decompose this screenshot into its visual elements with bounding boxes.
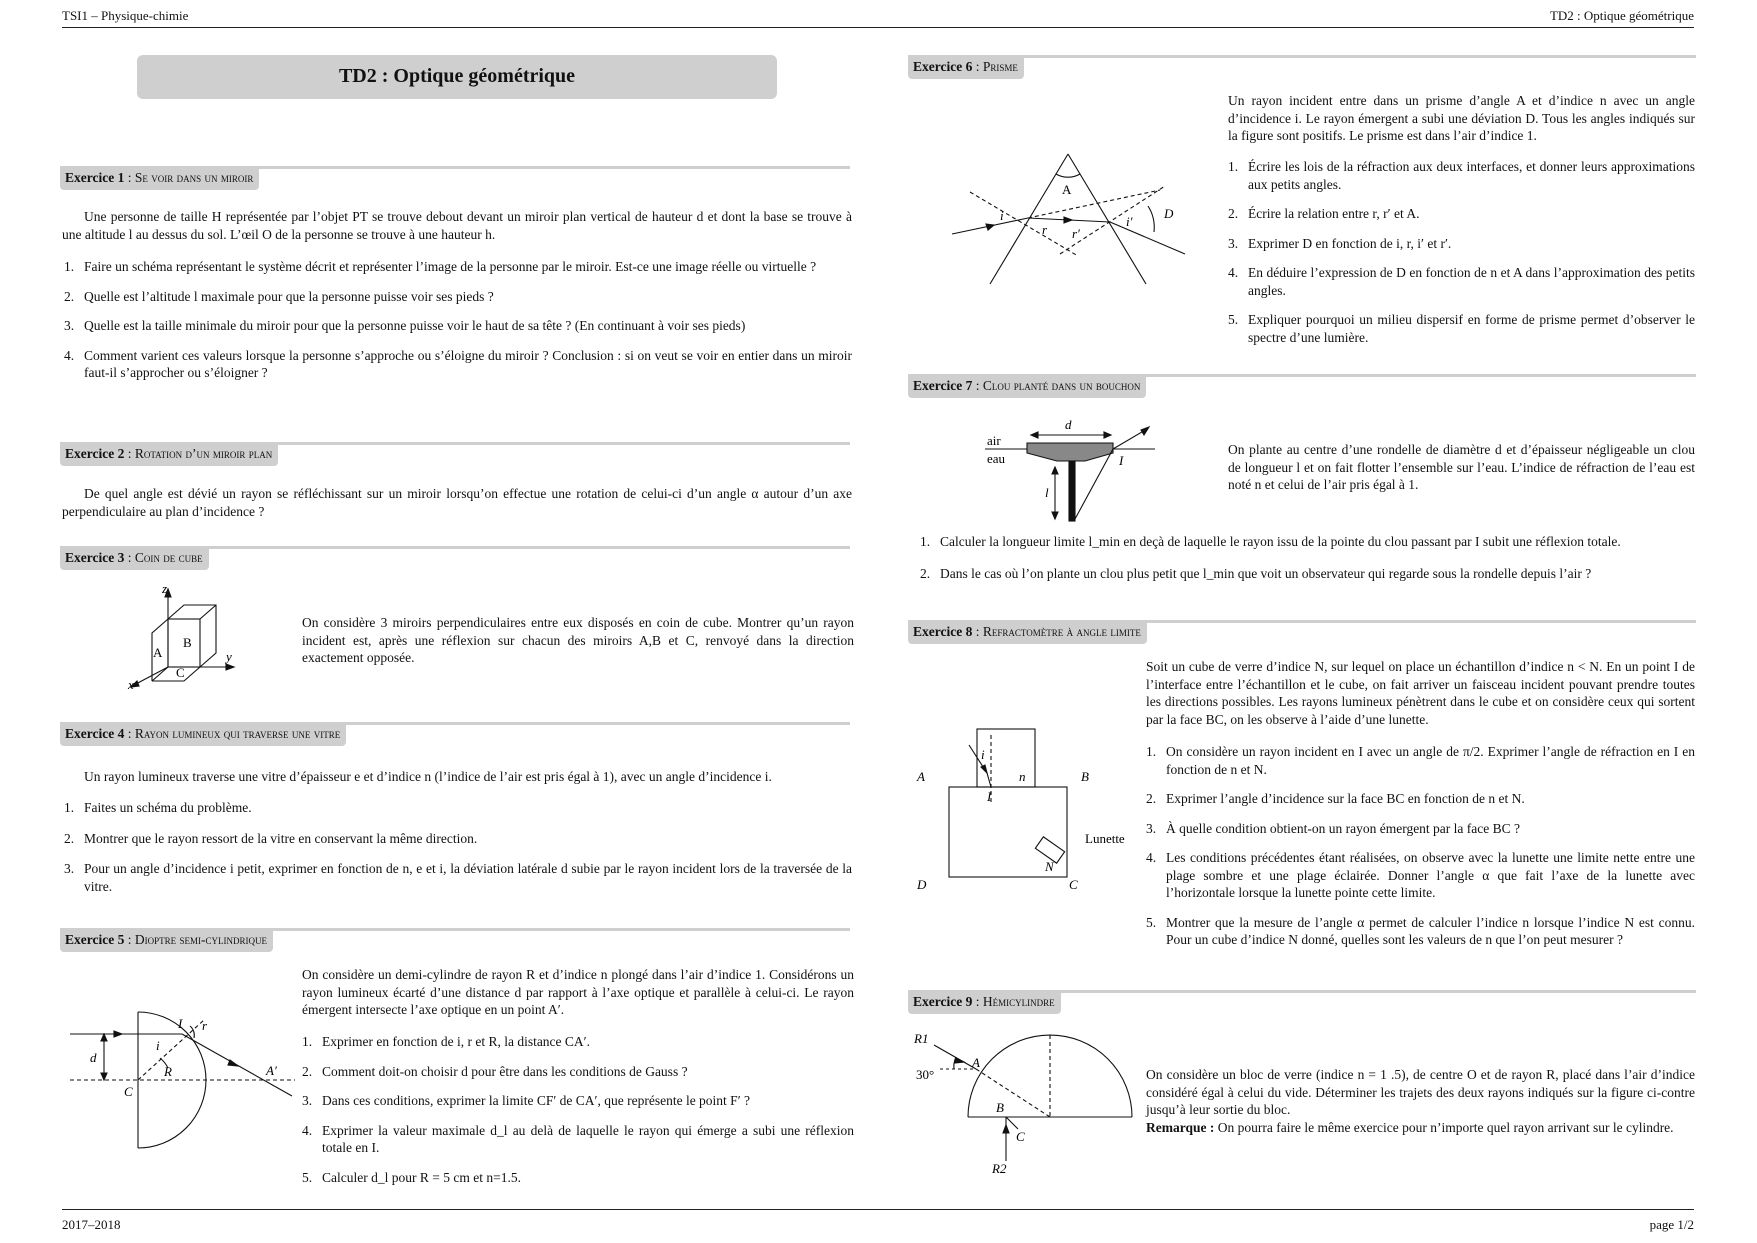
ex1-name: Se voir dans un miroir [134, 170, 254, 185]
fig-B: B [183, 635, 192, 650]
ex6-intro: Un rayon incident entre dans un prisme d’angle A et d’indice n avec un angle d’incidence i. Le rayon émergent a subi une déviation D. Tous les angles indiqués sur la figure sont positifs. Le prisme est dans l’air d’indice 1. [1228, 93, 1695, 143]
ex6-name: Prisme [982, 59, 1018, 74]
fig-B: B [996, 1100, 1004, 1115]
ex7-intro: On plante au centre d’une rondelle de diamètre d et d’épaisseur négligeable un clou de longueur l et on fait flotter l’ensemble sur l’eau. L’indice de réfraction de l’eau est noté n et celui de l’air pris égal à 1. [1228, 442, 1695, 492]
ex6-prism-figure [950, 150, 1200, 290]
ex4-label: Exercice 4 [65, 726, 125, 741]
header-left: TSI1 – Physique-chimie [62, 8, 189, 23]
ex8-questions [1134, 743, 1695, 949]
list-item: 4. Comment varient ces valeurs lorsque la personne s’approche ou s’éloigne du miroir ? Conclusion : si on veut se voir en entier dans un miroir faut-il s’approcher ou s’éloigner ? [64, 347, 852, 380]
fig-B: B [1081, 769, 1089, 784]
list-item: 1. Écrire les lois de la réfraction aux deux interfaces, et donner leurs approximations aux petits angles. [1228, 159, 1695, 192]
ex2-heading: Exercice 2 : Rotation d’un miroir plan [60, 442, 850, 469]
fig-D: D [1164, 206, 1174, 221]
ex1-intro: Une personne de taille H représentée par l’objet PT se trouve debout devant un miroir plan vertical de hauteur d et dont la base se trouve à une altitude l au dessus du sol. L’œil O de la personne se trouve à une hauteur h. [62, 209, 852, 242]
fig-i: i [981, 747, 985, 762]
list-item: 3. Pour un angle d’incidence i petit, exprimer en fonction de n, e et i, la déviation latérale d subie par le rayon incident lors de la traversée de la vitre. [64, 861, 852, 894]
ex3-label: Exercice 3 [65, 550, 125, 565]
ex5-label: Exercice 5 [65, 932, 125, 947]
fig-r: r [1042, 222, 1048, 237]
ex9-remark-line [1146, 1119, 1695, 1137]
emergent-ray [1110, 222, 1185, 254]
ex8-refractometer-figure [915, 725, 1135, 900]
fig-R1: R1 [914, 1031, 929, 1046]
ex5-name: Dioptre semi-cylindrique [134, 932, 267, 947]
list-item: 1. Faites un schéma du problème. [64, 800, 252, 815]
fig-A: A [917, 769, 925, 784]
footer-left: 2017–2018 [62, 1217, 121, 1232]
fig-i: i [156, 1038, 160, 1053]
ex5-dioptre-figure [70, 1000, 300, 1180]
ex1-heading: Exercice 1 : Se voir dans un miroir [60, 166, 850, 193]
fig-I: I [987, 789, 992, 804]
ex7-name: Clou planté dans un bouchon [982, 378, 1141, 393]
ray-R1 [934, 1045, 976, 1069]
header-rule [62, 27, 1694, 28]
footer-right: page 1/2 [1649, 1217, 1694, 1232]
list-item: 2. Écrire la relation entre r, r′ et A. [1228, 206, 1420, 221]
fig-R2: R2 [992, 1161, 1007, 1176]
fig-x: x [128, 677, 134, 692]
footer-rule [62, 1209, 1694, 1210]
ex7-nail-figure [985, 415, 1165, 525]
fig-eau: eau [987, 451, 1006, 466]
list-item: 3. Exprimer D en fonction de i, r, i′ et r′. [1228, 235, 1452, 251]
fig-n: n [1019, 769, 1026, 784]
fig-z: z [162, 581, 168, 596]
fig-A: A [972, 1055, 980, 1070]
fig-i: i [1000, 208, 1004, 223]
ex3-intro: On considère 3 miroirs perpendiculaires entre eux disposés en coin de cube. Montrer qu’un rayon incident est, après une réflexion sur chacun des miroirs A,B et C, renvoyé dans la direction exactement opposée. [302, 615, 854, 665]
ex9-body [1146, 1066, 1695, 1136]
fig-i-prime: i′ [1126, 214, 1133, 229]
list-item: 1. On considère un rayon incident en I avec un angle de π/2. Exprimer l’angle de réfraction en I en fonction de n et N. [1146, 744, 1695, 777]
ex3-name: Coin de cube [134, 550, 203, 565]
ex7-questions [908, 533, 1695, 582]
ex8-intro: Soit un cube de verre d’indice N, sur lequel on place un échantillon d’indice n < N. En un point I de l’interface entre l’échantillon et le cube, on fait arriver un faisceau incident pouvant prendre toutes les directions possibles. Les rayons lumineux pénètrent dans le cube et on considère ceux qui sortent par la face BC, on les observe à l’aide d’une lunette. [1146, 659, 1695, 727]
fig-r-prime: r′ [1072, 226, 1080, 241]
list-item: 1. Calculer la longueur limite l_min en deçà de laquelle le rayon issu de la pointe du clou passant par I subit une réflexion totale. [920, 534, 1621, 549]
fig-D: D [917, 877, 927, 892]
ex6-questions [1216, 158, 1695, 346]
ex7-label: Exercice 7 [913, 378, 973, 393]
ex2-name: Rotation d’un miroir plan [134, 446, 273, 461]
list-item: 3. À quelle condition obtient-on un rayon émergent par la face BC ? [1146, 820, 1521, 836]
fig-d: d [1065, 417, 1072, 432]
fig-C: C [1069, 877, 1078, 892]
ex6-heading: Exercice 6 : Prisme [908, 55, 1696, 82]
list-item: 4. Les conditions précédentes étant réalisées, on observe avec la lunette une limite nette entre une plage sombre et une plage éclairée. Donner l’angle α que fait l’axe de la lunette avec l’horizontale lorsque la lunette pointe cette limite. [1146, 850, 1695, 900]
list-item: 5. Montrer que la mesure de l’angle α permet de calculer l’indice n lorsque l’indice N est connu. Pour un cube d’indice N donné, quelles sont les valeurs de n que l’on peut mesurer ? [1146, 914, 1695, 947]
fig-A: A [1062, 182, 1072, 197]
page-title: TD2 : Optique géométrique [137, 55, 777, 99]
ex2-intro: De quel angle est dévié un rayon se réfléchissant sur un miroir lorsqu’on effectue une rotation de celui-ci d’un angle α autour d’un axe perpendiculaire au plan d’incidence ? [62, 486, 852, 519]
ex4-name: Rayon lumineux qui traverse une vitre [134, 726, 341, 741]
ex4-questions [52, 799, 852, 895]
fig-C: C [124, 1084, 133, 1099]
list-item: 2. Montrer que le rayon ressort de la vitre en conservant la même direction. [64, 830, 478, 846]
ex1-label: Exercice 1 [65, 170, 125, 185]
ex9-remark-label: Remarque : [1146, 1119, 1215, 1135]
ex3-cube-figure [120, 581, 250, 695]
ex5-intro: On considère un demi-cylindre de rayon R et d’indice n plongé dans l’air d’indice 1. Considérons un rayon lumineux écarté d’une distance d par rapport à l’axe optique et parallèle à celui-ci. Le rayon émergent intersecte l’axe optique en un point A′. [302, 967, 854, 1017]
ex8-label: Exercice 8 [913, 624, 973, 639]
ex9-label: Exercice 9 [913, 994, 973, 1009]
ex8-heading: Exercice 8 : Refractomètre à angle limite [908, 620, 1696, 647]
ex9-heading: Exercice 9 : Hémicylindre [908, 990, 1696, 1017]
fig-C: C [1016, 1129, 1025, 1144]
cork-disc [1027, 443, 1113, 461]
ex7-heading: Exercice 7 : Clou planté dans un bouchon [908, 374, 1696, 401]
list-item: 1. Exprimer en fonction de i, r et R, la distance CA′. [302, 1034, 591, 1049]
list-item: 4. Exprimer la valeur maximale d_l au delà de laquelle le rayon qui émerge a subi une réflexion totale en I. [302, 1122, 854, 1155]
fig-angle: 30° [916, 1067, 935, 1082]
ex3-heading: Exercice 3 : Coin de cube [60, 546, 850, 573]
fig-N: N [1045, 859, 1054, 874]
fig-C: C [176, 665, 185, 680]
list-item: 2. Exprimer l’angle d’incidence sur la face BC en fonction de n et N. [1146, 791, 1525, 806]
fig-air: air [987, 433, 1001, 448]
ex5-heading: Exercice 5 : Dioptre semi-cylindrique [60, 928, 850, 955]
list-item: 3. Quelle est la taille minimale du miroir pour que la personne puisse voir le haut de sa tête ? (En continuant à voir ses pieds) [64, 318, 746, 333]
fig-l: l [1045, 485, 1049, 500]
ex6-label: Exercice 6 [913, 59, 973, 74]
ex2-label: Exercice 2 [65, 446, 125, 461]
ex4-heading: Exercice 4 : Rayon lumineux qui traverse une vitre [60, 722, 850, 749]
fig-lunette: Lunette [1085, 831, 1125, 846]
list-item: 4. En déduire l’expression de D en fonction de n et A dans l’approximation des petits angles. [1228, 265, 1695, 298]
ex5-questions [290, 1033, 854, 1186]
fig-r: r [202, 1018, 208, 1033]
ex8-name: Refractomètre à angle limite [982, 624, 1141, 639]
list-item: 2. Dans le cas où l’on plante un clou plus petit que l_min que voit un observateur qui regarde sous la rondelle depuis l’air ? [920, 565, 1592, 581]
list-item: 5. Calculer d_l pour R = 5 cm et n=1.5. [302, 1169, 521, 1185]
fig-I: I [178, 1016, 183, 1031]
fig-d: d [90, 1050, 97, 1065]
fig-R: R [164, 1064, 172, 1079]
ex9-intro: On considère un bloc de verre (indice n = 1 .5), de centre O et de rayon R, placé dans l’air d’indice considéré égal à celui du vide. Déterminer les trajets des deux rayons indiqués sur la figure ci-contre jusqu’à leur sortie du bloc. [1146, 1067, 1695, 1117]
list-item: 1. Faire un schéma représentant le système décrit et représenter l’image de la personne par le miroir. Est-ce une image réelle ou virtuelle ? [64, 259, 817, 274]
ex9-remark: On pourra faire le même exercice pour n’importe quel rayon arrivant sur le cylindre. [1217, 1119, 1674, 1135]
ex9-name: Hémicylindre [982, 994, 1055, 1009]
fig-A: A [153, 645, 163, 660]
ex1-questions [52, 258, 852, 382]
prism-right-face [1068, 154, 1146, 284]
fig-y: y [226, 649, 232, 664]
list-item: 2. Comment doit-on choisir d pour être dans les conditions de Gauss ? [302, 1063, 688, 1079]
header-right: TD2 : Optique géométrique [1549, 8, 1694, 23]
list-item: 5. Expliquer pourquoi un milieu dispersif en forme de prisme permet d’observer le spectre d’une lumière. [1228, 312, 1695, 345]
x-axis [134, 667, 168, 685]
sample [977, 729, 1035, 787]
list-item: 3. Dans ces conditions, exprimer la limite CF′ de CA′, que représente le point F′ ? [302, 1093, 751, 1108]
ex9-hemicylinder-figure [910, 1025, 1145, 1175]
list-item: 2. Quelle est l’altitude l maximale pour que la personne puisse voir ses pieds ? [64, 288, 494, 304]
nail [1069, 461, 1075, 521]
hemicylinder-arc [968, 1035, 1132, 1117]
ex4-intro: Un rayon lumineux traverse une vitre d’épaisseur e et d’indice n (l’indice de l’air est pris égal à 1), avec un angle d’incidence i. [84, 769, 772, 784]
fig-I: I [1119, 453, 1124, 468]
fig-A-prime: A′ [266, 1063, 277, 1078]
